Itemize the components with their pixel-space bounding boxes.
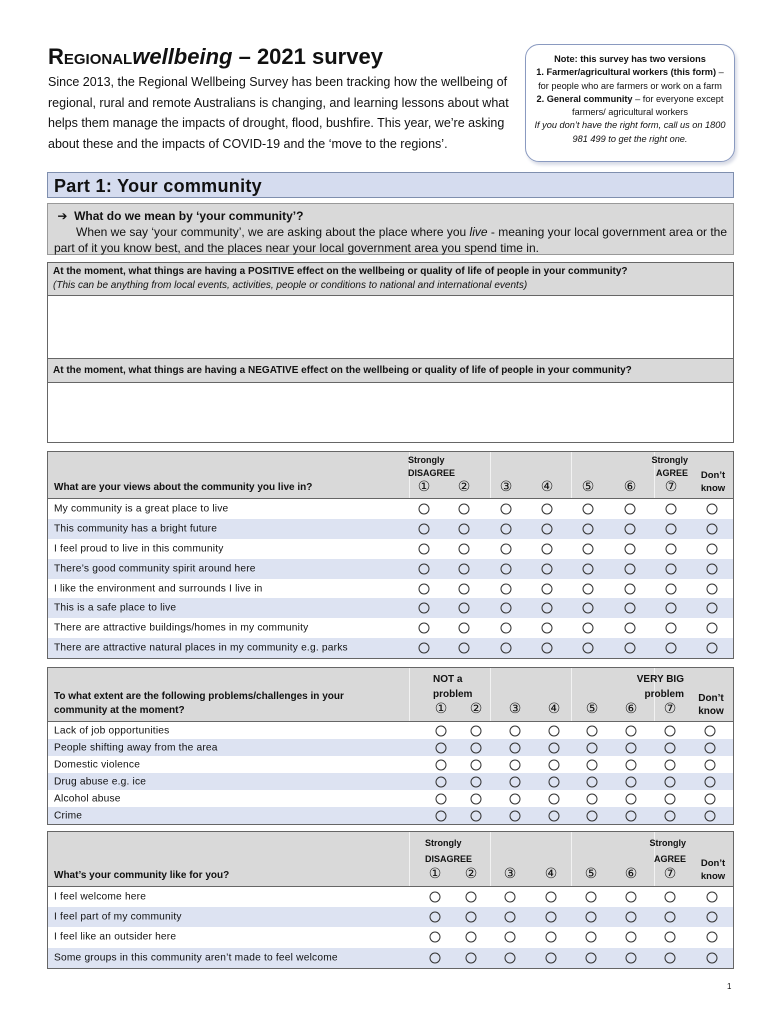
radio-option-1[interactable] [436, 776, 447, 787]
radio-option-7[interactable] [665, 952, 676, 963]
radio-option-2[interactable] [459, 603, 470, 614]
radio-option-1[interactable] [430, 932, 441, 943]
radio-option-5[interactable] [583, 563, 594, 574]
radio-option-6[interactable] [626, 810, 637, 821]
scale-number-6: ⑥ [624, 700, 638, 716]
radio-option-6[interactable] [625, 503, 636, 514]
title-brand: wellbeing [132, 44, 233, 69]
radio-option-dont-know[interactable] [707, 952, 718, 963]
radio-option-7[interactable] [666, 583, 677, 594]
radio-option-2[interactable] [459, 643, 470, 654]
radio-option-3[interactable] [501, 583, 512, 594]
scale-number-1: ① [428, 865, 442, 881]
radio-option-4[interactable] [546, 912, 557, 923]
problems-header [48, 668, 733, 722]
radio-option-2[interactable] [471, 810, 482, 821]
scale-number-7: ⑦ [664, 478, 678, 494]
dont-know-1: Don’t [700, 470, 726, 481]
row-statement: I feel part of my community [54, 911, 182, 923]
radio-option-6[interactable] [625, 623, 636, 634]
radio-option-4[interactable] [542, 523, 553, 534]
row-statement: I feel like an outsider here [54, 931, 177, 943]
radio-option-3[interactable] [510, 776, 521, 787]
positive-answer-field[interactable] [48, 296, 733, 358]
positive-question-text: At the moment, what things are having a POSITIVE effect on the wellbeing or quality of life of people in your community? [53, 266, 628, 277]
scale-number-5: ⑤ [585, 700, 599, 716]
radio-option-5[interactable] [583, 583, 594, 594]
scale-number-1: ① [434, 700, 448, 716]
radio-option-dont-know[interactable] [707, 523, 718, 534]
high-anchor-label [638, 835, 686, 867]
dont-know-1: Don’t [698, 693, 724, 704]
note-v2-desc: – for everyone except farmers/ agricultural workers [572, 93, 724, 118]
scale-number-4: ④ [540, 478, 554, 494]
table-row [48, 618, 733, 638]
radio-option-dont-know[interactable] [707, 583, 718, 594]
radio-option-1[interactable] [419, 523, 430, 534]
high-anchor-label [626, 672, 684, 702]
table-row [48, 499, 733, 519]
radio-option-7[interactable] [665, 725, 676, 736]
problems-question-2: community at the moment? [54, 705, 185, 716]
radio-option-2[interactable] [466, 912, 477, 923]
radio-option-6[interactable] [625, 563, 636, 574]
radio-option-3[interactable] [510, 793, 521, 804]
scale-number-4: ④ [544, 865, 558, 881]
dont-know-label [691, 469, 735, 495]
scale-number-6: ⑥ [623, 478, 637, 494]
radio-option-1[interactable] [419, 643, 430, 654]
low-anchor-label [408, 454, 455, 480]
row-statement: Crime [54, 810, 83, 821]
radio-option-3[interactable] [510, 725, 521, 736]
radio-option-3[interactable] [501, 643, 512, 654]
radio-option-1[interactable] [430, 912, 441, 923]
high-anchor-1: VERY BIG [636, 674, 684, 685]
community-views-question: What are your views about the community you live in? [54, 482, 313, 493]
table-row [48, 559, 733, 579]
radio-option-4[interactable] [542, 583, 553, 594]
low-anchor-2: DISAGREE [408, 468, 456, 478]
row-statement: There are attractive natural places in my community e.g. parks [54, 642, 348, 654]
radio-option-6[interactable] [626, 759, 637, 770]
radio-option-7[interactable] [666, 623, 677, 634]
table-row [48, 773, 733, 790]
table-row [48, 519, 733, 539]
radio-option-1[interactable] [419, 603, 430, 614]
radio-option-3[interactable] [510, 759, 521, 770]
high-anchor-2: problem [644, 689, 684, 700]
radio-option-2[interactable] [459, 623, 470, 634]
radio-option-1[interactable] [436, 810, 447, 821]
radio-option-7[interactable] [666, 523, 677, 534]
radio-option-2[interactable] [466, 932, 477, 943]
community-feeling-table [47, 831, 734, 969]
definition-text-b: - meaning your local government area or the part of it you know best, and the places near your local government area you spend time in. [54, 225, 728, 255]
radio-option-2[interactable] [471, 742, 482, 753]
open-questions-box [47, 262, 734, 443]
row-statement: There are attractive buildings/homes in my community [54, 622, 309, 634]
scale-number-2: ② [457, 478, 471, 494]
radio-option-5[interactable] [586, 952, 597, 963]
radio-option-4[interactable] [549, 776, 560, 787]
row-statement: This community has a bright future [54, 523, 218, 535]
radio-option-dont-know[interactable] [707, 932, 718, 943]
radio-option-3[interactable] [501, 623, 512, 634]
low-anchor-label [433, 672, 472, 702]
radio-option-6[interactable] [625, 523, 636, 534]
row-statement: I feel welcome here [54, 891, 147, 903]
low-anchor-1: NOT a [433, 674, 463, 685]
radio-option-5[interactable] [587, 742, 598, 753]
radio-option-4[interactable] [549, 725, 560, 736]
radio-option-3[interactable] [510, 742, 521, 753]
radio-option-6[interactable] [626, 725, 637, 736]
radio-option-4[interactable] [546, 892, 557, 903]
scale-number-7: ⑦ [663, 865, 677, 881]
high-anchor-label [642, 454, 688, 480]
definition-heading: What do we mean by ‘your community’? [74, 209, 304, 223]
radio-option-dont-know[interactable] [707, 543, 718, 554]
low-anchor-1: Strongly [425, 838, 462, 848]
radio-option-3[interactable] [505, 912, 516, 923]
definition-text [54, 224, 727, 256]
radio-option-7[interactable] [665, 810, 676, 821]
radio-option-6[interactable] [625, 603, 636, 614]
radio-option-7[interactable] [666, 543, 677, 554]
versions-note [525, 44, 735, 162]
low-anchor-1: Strongly [408, 455, 445, 465]
radio-option-2[interactable] [459, 563, 470, 574]
radio-option-3[interactable] [505, 932, 516, 943]
radio-option-dont-know[interactable] [707, 603, 718, 614]
radio-option-7[interactable] [666, 503, 677, 514]
radio-option-7[interactable] [665, 742, 676, 753]
radio-option-4[interactable] [549, 793, 560, 804]
radio-option-5[interactable] [587, 776, 598, 787]
radio-option-4[interactable] [542, 543, 553, 554]
radio-option-3[interactable] [501, 563, 512, 574]
scale-number-3: ③ [503, 865, 517, 881]
problems-question [54, 690, 344, 718]
radio-option-7[interactable] [665, 759, 676, 770]
dont-know-2: know [698, 706, 724, 717]
radio-option-7[interactable] [665, 776, 676, 787]
radio-option-2[interactable] [466, 892, 477, 903]
row-statement: I feel proud to live in this community [54, 543, 224, 555]
radio-option-5[interactable] [586, 892, 597, 903]
radio-option-dont-know[interactable] [707, 892, 718, 903]
radio-option-4[interactable] [542, 643, 553, 654]
title-prefix: Regional [48, 44, 133, 69]
radio-option-dont-know[interactable] [707, 503, 718, 514]
radio-option-6[interactable] [626, 932, 637, 943]
table-row [48, 739, 733, 756]
radio-option-dont-know[interactable] [707, 912, 718, 923]
radio-option-5[interactable] [583, 623, 594, 634]
note-v1-title: 1. Farmer/agricultural workers (this form) [536, 67, 717, 78]
row-statement: Lack of job opportunities [54, 725, 170, 736]
radio-option-4[interactable] [549, 810, 560, 821]
high-anchor-1: Strongly [651, 455, 688, 465]
community-views-header [48, 452, 733, 499]
radio-option-1[interactable] [430, 952, 441, 963]
radio-option-3[interactable] [501, 603, 512, 614]
dont-know-label [691, 857, 735, 883]
community-feeling-header [48, 832, 733, 887]
scale-number-6: ⑥ [624, 865, 638, 881]
scale-number-5: ⑤ [581, 478, 595, 494]
table-row [48, 887, 733, 907]
radio-option-dont-know[interactable] [705, 776, 716, 787]
note-heading: Note: this survey has two versions [554, 54, 706, 64]
radio-option-2[interactable] [471, 776, 482, 787]
radio-option-5[interactable] [587, 793, 598, 804]
radio-option-dont-know[interactable] [707, 623, 718, 634]
radio-option-1[interactable] [436, 793, 447, 804]
table-row [48, 756, 733, 773]
row-statement: There’s good community spirit around here [54, 563, 256, 575]
scale-number-4: ④ [547, 700, 561, 716]
note-v1-desc: – for people who are farmers or work on a farm [538, 67, 724, 91]
note-version-2 [532, 93, 728, 120]
radio-option-2[interactable] [471, 759, 482, 770]
radio-option-5[interactable] [586, 932, 597, 943]
note-call: If you don’t have the right form, call us on 1800 981 499 to get the right one. [534, 120, 726, 144]
title-suffix: – 2021 survey [232, 44, 383, 69]
radio-option-4[interactable] [542, 603, 553, 614]
row-statement: People shifting away from the area [54, 742, 218, 753]
radio-option-1[interactable] [436, 742, 447, 753]
high-anchor-2: AGREE [655, 468, 688, 478]
radio-option-4[interactable] [542, 623, 553, 634]
radio-option-3[interactable] [501, 523, 512, 534]
radio-option-1[interactable] [419, 583, 430, 594]
table-row [48, 927, 733, 947]
radio-option-dont-know[interactable] [705, 742, 716, 753]
radio-option-6[interactable] [626, 912, 637, 923]
radio-option-3[interactable] [505, 892, 516, 903]
scale-number-3: ③ [499, 478, 513, 494]
row-statement: My community is a great place to live [54, 503, 229, 515]
scale-number-2: ② [469, 700, 483, 716]
scale-number-7: ⑦ [663, 700, 677, 716]
radio-option-7[interactable] [665, 932, 676, 943]
radio-option-5[interactable] [583, 643, 594, 654]
page-number: 1 [727, 982, 732, 991]
problems-question-1: To what extent are the following problems/challenges in your [54, 691, 344, 702]
table-row [48, 907, 733, 927]
radio-option-1[interactable] [419, 543, 430, 554]
radio-option-6[interactable] [625, 543, 636, 554]
radio-option-4[interactable] [542, 503, 553, 514]
radio-option-1[interactable] [430, 892, 441, 903]
community-definition-box [47, 203, 734, 255]
definition-text-a: When we say ‘your community’, we are asking about the place where you [76, 225, 470, 239]
intro-paragraph: Since 2013, the Regional Wellbeing Survey has been tracking how the wellbeing of regional, rural and remote Australians is changing, and learning lessons about what helps them manage the impacts of drought, flood, bushfire. This year, we’re asking about these and the impacts of COVID-19 and the ‘move to the regions’. [48, 75, 509, 151]
note-version-1 [532, 66, 728, 93]
radio-option-dont-know[interactable] [707, 563, 718, 574]
radio-option-1[interactable] [419, 623, 430, 634]
radio-option-7[interactable] [665, 892, 676, 903]
part-heading: Part 1: Your community [47, 172, 734, 198]
radio-option-dont-know[interactable] [705, 810, 716, 821]
row-statement: Some groups in this community aren’t made to feel welcome [54, 952, 338, 964]
radio-option-3[interactable] [510, 810, 521, 821]
radio-option-4[interactable] [549, 742, 560, 753]
radio-option-6[interactable] [626, 793, 637, 804]
table-row [48, 722, 733, 739]
row-statement: Alcohol abuse [54, 793, 121, 804]
table-row [48, 790, 733, 807]
table-row [48, 638, 733, 658]
radio-option-dont-know[interactable] [705, 759, 716, 770]
radio-option-7[interactable] [666, 563, 677, 574]
table-row [48, 948, 733, 968]
table-row [48, 807, 733, 824]
arrow-icon: ➔ [57, 209, 68, 223]
radio-option-3[interactable] [501, 503, 512, 514]
table-row [48, 539, 733, 559]
radio-option-4[interactable] [549, 759, 560, 770]
note-v2-title: 2. General community [536, 93, 633, 104]
radio-option-4[interactable] [546, 932, 557, 943]
radio-option-6[interactable] [625, 643, 636, 654]
radio-option-2[interactable] [459, 503, 470, 514]
radio-option-3[interactable] [501, 543, 512, 554]
row-statement: Drug abuse e.g. ice [54, 776, 147, 787]
radio-option-2[interactable] [459, 543, 470, 554]
radio-option-1[interactable] [419, 563, 430, 574]
high-anchor-1: Strongly [649, 838, 686, 848]
survey-title [48, 44, 383, 70]
radio-option-2[interactable] [459, 523, 470, 534]
radio-option-dont-know[interactable] [707, 643, 718, 654]
definition-text-italic: live [469, 225, 488, 239]
radio-option-2[interactable] [459, 583, 470, 594]
radio-option-6[interactable] [626, 892, 637, 903]
positive-question-sub: (This can be anything from local events, activities, people or conditions to national and international events) [53, 280, 528, 291]
radio-option-2[interactable] [471, 793, 482, 804]
low-anchor-label [425, 835, 472, 867]
radio-option-7[interactable] [665, 912, 676, 923]
radio-option-6[interactable] [626, 952, 637, 963]
radio-option-5[interactable] [583, 543, 594, 554]
scale-number-1: ① [417, 478, 431, 494]
high-anchor-2: AGREE [653, 854, 686, 864]
positive-question [48, 263, 733, 296]
radio-option-1[interactable] [436, 759, 447, 770]
radio-option-6[interactable] [625, 583, 636, 594]
radio-option-6[interactable] [626, 776, 637, 787]
radio-option-5[interactable] [586, 912, 597, 923]
dont-know-2: know [700, 871, 726, 882]
scale-number-2: ② [464, 865, 478, 881]
community-views-table [47, 451, 734, 659]
dont-know-label [689, 692, 733, 718]
row-statement: Domestic violence [54, 759, 141, 770]
radio-option-7[interactable] [665, 793, 676, 804]
row-statement: This is a safe place to live [54, 602, 177, 614]
radio-option-7[interactable] [666, 643, 677, 654]
radio-option-5[interactable] [587, 759, 598, 770]
scale-number-3: ③ [508, 700, 522, 716]
radio-option-5[interactable] [583, 503, 594, 514]
radio-option-4[interactable] [546, 952, 557, 963]
table-row [48, 598, 733, 618]
radio-option-5[interactable] [587, 725, 598, 736]
radio-option-dont-know[interactable] [705, 725, 716, 736]
radio-option-5[interactable] [587, 810, 598, 821]
community-feeling-question: What’s your community like for you? [54, 870, 230, 881]
negative-answer-field[interactable] [48, 383, 733, 443]
radio-option-1[interactable] [419, 503, 430, 514]
dont-know-1: Don’t [700, 858, 726, 869]
radio-option-3[interactable] [505, 952, 516, 963]
scale-number-5: ⑤ [584, 865, 598, 881]
row-statement: I like the environment and surrounds I live in [54, 583, 263, 594]
radio-option-2[interactable] [466, 952, 477, 963]
dont-know-2: know [700, 483, 726, 494]
radio-option-4[interactable] [542, 563, 553, 574]
radio-option-7[interactable] [666, 603, 677, 614]
radio-option-6[interactable] [626, 742, 637, 753]
radio-option-5[interactable] [583, 603, 594, 614]
radio-option-1[interactable] [436, 725, 447, 736]
radio-option-5[interactable] [583, 523, 594, 534]
low-anchor-2: DISAGREE [425, 854, 473, 864]
radio-option-2[interactable] [471, 725, 482, 736]
low-anchor-2: problem [433, 689, 473, 700]
radio-option-dont-know[interactable] [705, 793, 716, 804]
table-row [48, 579, 733, 599]
problems-table [47, 667, 734, 825]
negative-question: At the moment, what things are having a NEGATIVE effect on the wellbeing or quality of life of people in your community? [48, 358, 733, 383]
